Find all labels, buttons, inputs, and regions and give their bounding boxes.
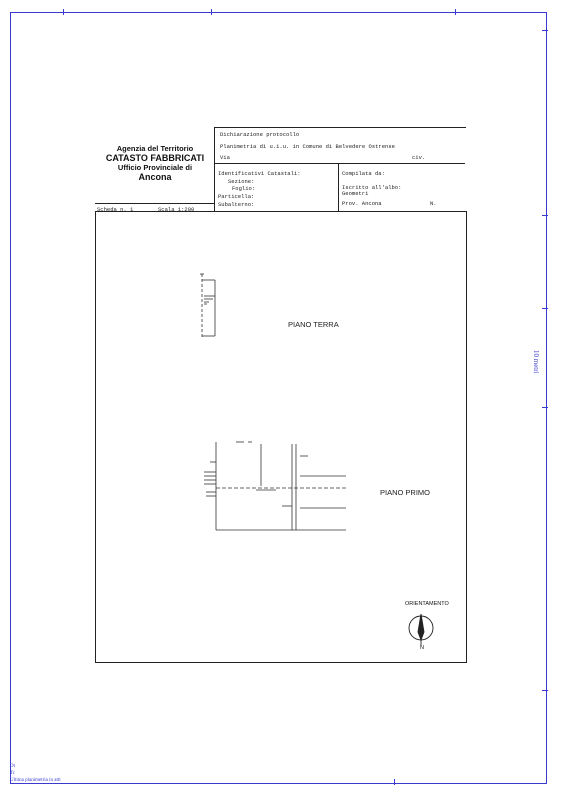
form-divider	[95, 203, 215, 204]
frame-tick	[455, 9, 456, 15]
footer-line-2: Tc	[10, 771, 15, 776]
catasto-title: CATASTO FABBRICATI	[105, 153, 205, 163]
via-label: Via	[220, 154, 230, 161]
subalterno-label: Subalterno:	[218, 201, 255, 208]
form-divider	[338, 163, 339, 211]
plan-description: Planimetria di u.i.u. in Comune di Belvedere Ostrense	[220, 143, 395, 150]
scheda-label: Scheda n. 1	[97, 206, 134, 213]
agency-header	[95, 128, 215, 204]
frame-tick	[63, 9, 64, 15]
protocol-label: Dichiarazione protocollo	[220, 131, 300, 138]
north-label: N	[420, 645, 424, 651]
footer-line-1: Dt	[10, 764, 15, 769]
orientation-label: ORIENTAMENTO	[405, 601, 449, 607]
first-floor-plan	[196, 436, 348, 534]
frame-tick	[542, 407, 548, 408]
ground-floor-plan	[195, 268, 225, 340]
civ-label: civ.	[412, 154, 426, 161]
agency-name: Agenzia del Territorio	[116, 144, 194, 153]
frame-tick	[211, 9, 212, 15]
sezione-label: Sezione:	[228, 178, 255, 185]
foglio-label: Foglio:	[232, 185, 256, 192]
compilata-label: Compilata da:	[342, 170, 385, 177]
frame-tick	[394, 779, 395, 785]
scala-label: Scala 1:200	[158, 206, 195, 213]
ident-label: Identificativi Catastali:	[218, 170, 301, 177]
frame-tick	[542, 690, 548, 691]
frame-tick	[542, 308, 548, 309]
iscritto-label: Iscritto all'albo:	[342, 184, 402, 191]
frame-tick	[542, 30, 548, 31]
scale-side-label: 10 metri	[532, 350, 540, 374]
form-divider	[214, 163, 465, 164]
prov-label: Prov. Ancona	[342, 200, 382, 207]
office-city: Ancona	[138, 172, 172, 182]
iscritto-value: Geometri	[342, 190, 369, 197]
frame-tick	[542, 215, 548, 216]
office-name: Ufficio Provinciale di	[117, 163, 193, 172]
footer-line-3: Ultima planimetria in atti	[10, 778, 61, 783]
floor-label-first: PIANO PRIMO	[380, 488, 431, 497]
particella-label: Particella:	[218, 193, 255, 200]
floor-label-ground: PIANO TERRA	[288, 320, 339, 329]
n-label: N.	[430, 200, 437, 207]
